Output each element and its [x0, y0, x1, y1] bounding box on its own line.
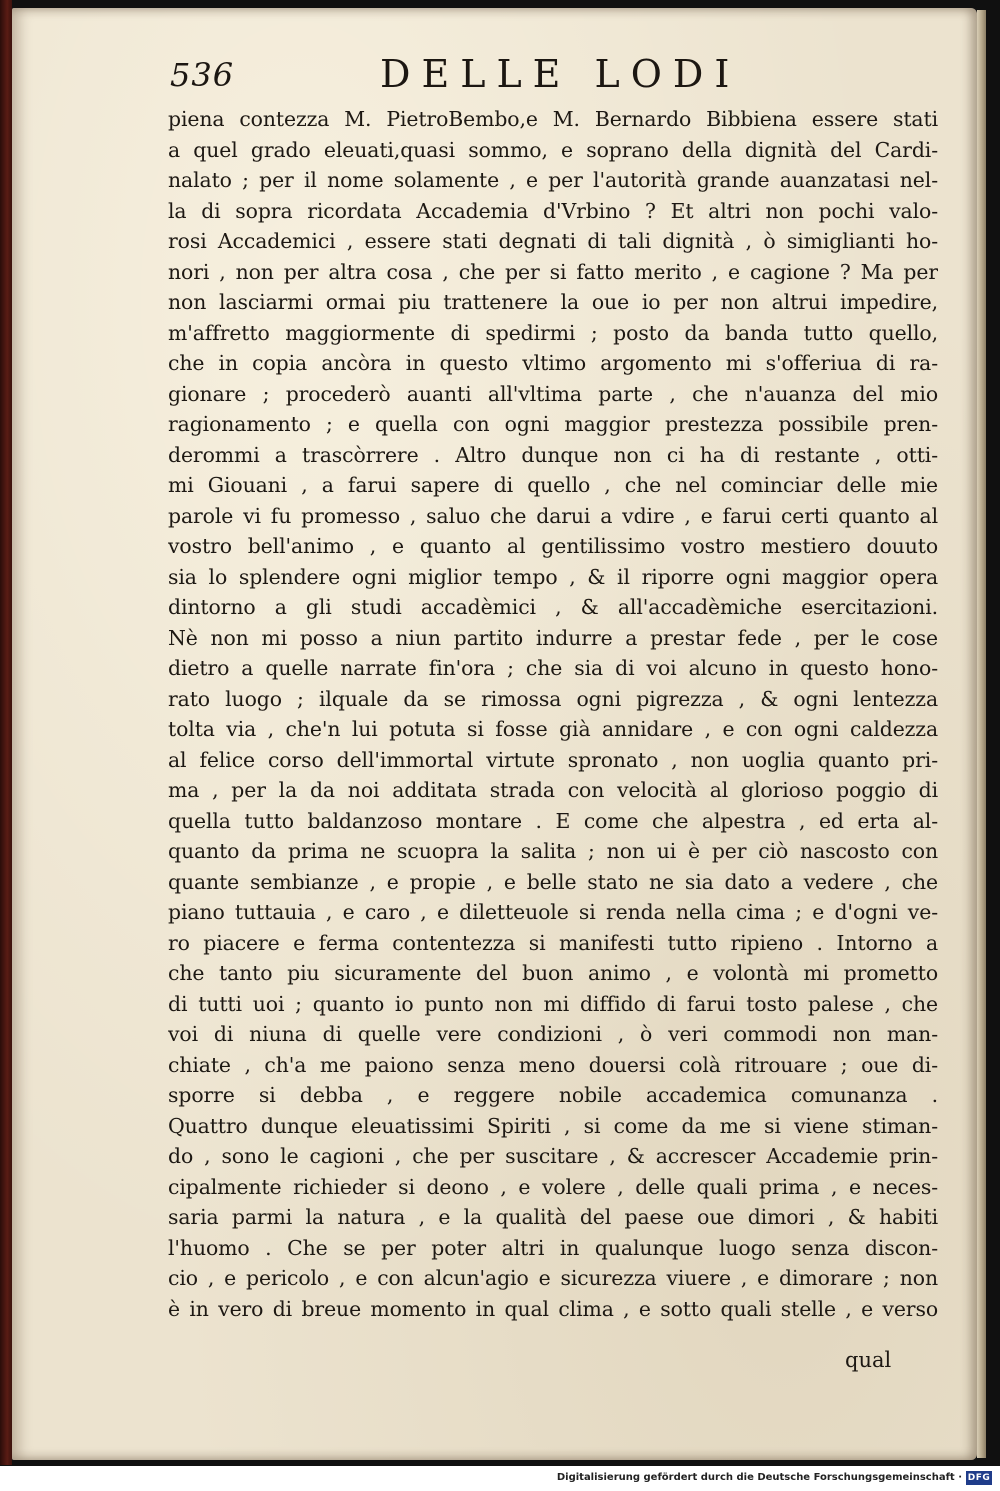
page-number: 536	[170, 56, 235, 94]
text-line: m'affretto maggiormente di spedirmi ; posto da banda tutto quello,	[168, 320, 938, 345]
text-line: quanto da prima ne scuopra la salita ; non ui è per ciò nascosto con	[168, 839, 938, 863]
text-line: mi Giouani , a farui sapere di quello , che nel cominciar delle mie	[168, 473, 938, 497]
text-line: al felice corso dell'immortal virtute spronato , non uoglia quanto pri-	[168, 747, 938, 772]
text-line: ma , per la da noi additata strada con velocità al glorioso poggio di	[168, 778, 938, 802]
text-line: rosi Accademici , essere stati degnati di tali dignità , ò simiglianti ho-	[168, 229, 938, 253]
body-text	[168, 104, 938, 1324]
text-line: cipalmente richieder si deono , e volere , delle quali prima , e neces-	[168, 1174, 938, 1199]
text-line: derommi a trascòrrere . Altro dunque non ci ha di restante , otti-	[168, 442, 938, 467]
text-line: ragionamento ; e quella con ogni maggior prestezza possibile pren-	[168, 412, 938, 436]
text-line: sia lo splendere ogni miglior tempo , & il riporre ogni maggior opera	[168, 564, 938, 589]
text-line: piena contezza M. PietroBembo,e M. Bernardo Bibbiena essere stati	[168, 107, 938, 131]
text-line: quella tutto baldanzoso montare . E come che alpestra , ed erta al-	[168, 808, 938, 833]
text-line: l'huomo . Che se per poter altri in qualunque luogo senza discon-	[168, 1235, 938, 1260]
text-line: nalato ; per il nome solamente , e per l'autorità grande auanzatasi nel-	[168, 168, 938, 192]
text-line: dintorno a gli studi accadèmici , & all'accadèmiche esercitazioni.	[168, 595, 938, 619]
text-line: chiate , ch'a me paiono senza meno douersi colà ritrouare ; oue di-	[168, 1052, 938, 1077]
dfg-logo-icon: DFG	[967, 1473, 991, 1483]
catchword: qual	[845, 1348, 892, 1372]
text-line: saria parmi la natura , e la qualità del paese oue dimori , & habiti	[168, 1205, 938, 1229]
text-line: piano tuttauia , e caro , e diletteuole si renda nella cima ; e d'ogni ve-	[168, 900, 938, 924]
text-line: Quattro dunque eleuatissimi Spiriti , si come da me si viene stiman-	[168, 1113, 938, 1138]
text-line: rato luogo ; ilquale da se rimossa ogni pigrezza , & ogni lentezza	[168, 686, 938, 711]
text-line: la di sopra ricordata Accademia d'Vrbino ? Et altri non pochi valo-	[168, 198, 938, 223]
text-line: ro piacere e ferma contentezza si manifesti tutto ripieno . Intorno a	[168, 930, 938, 955]
text-line: di tutti uoi ; quanto io punto non mi diffido di farui tosto palese , che	[168, 991, 938, 1016]
funding-credit: Digitalisierung gefördert durch die Deutsche Forschungsgemeinschaft ·	[556, 1472, 962, 1483]
text-line: non lasciarmi ormai piu trattenere la oue io per non altrui impedire,	[168, 290, 938, 314]
page-fore-edge	[977, 10, 986, 1458]
book-cover-edge	[0, 0, 12, 1465]
page-header	[170, 50, 940, 100]
text-line: è in vero di breue momento in qual clima , e sotto quali stelle , e verso	[168, 1296, 938, 1321]
text-line: quante sembianze , e propie , e belle stato ne sia dato a vedere , che	[168, 869, 938, 894]
running-title: DELLE LODI	[380, 52, 741, 96]
text-line: parole vi fu promesso , saluo che darui a vdire , e farui certi quanto al	[168, 503, 938, 528]
text-line: voi di niuna di quelle vere condizioni , ò veri commodi non man-	[168, 1022, 938, 1046]
text-line: gionare ; procederò auanti all'vltima parte , che n'auanza del mio	[168, 381, 938, 406]
text-line: vostro bell'animo , e quanto al gentilissimo vostro mestiero douuto	[168, 534, 938, 558]
text-line: cio , e pericolo , e con alcun'agio e sicurezza viuere , e dimorare ; non	[168, 1266, 938, 1290]
text-line: dietro a quelle narrate fin'ora ; che sia di voi alcuno in questo hono-	[168, 656, 938, 680]
text-line: Nè non mi posso a niun partito indurre a prestar fede , per le cose	[168, 625, 938, 650]
text-line: sporre si debba , e reggere nobile accademica comunanza .	[168, 1083, 938, 1107]
text-line: che tanto piu sicuramente del buon animo , e volontà mi prometto	[168, 961, 938, 985]
text-line: a quel grado eleuati,quasi sommo, e soprano della dignità del Cardi-	[168, 137, 938, 162]
footer-bar	[0, 1466, 1000, 1491]
text-line: do , sono le cagioni , che per suscitare , & accrescer Accademie prin-	[168, 1144, 938, 1168]
text-line: nori , non per altra cosa , che per si fatto merito , e cagione ? Ma per	[168, 259, 938, 284]
text-line: che in copia ancòra in questo vltimo argomento mi s'offeriua di ra-	[168, 351, 938, 375]
text-line: tolta via , che'n lui potuta si fosse già annidare , e con ogni caldezza	[168, 717, 938, 741]
